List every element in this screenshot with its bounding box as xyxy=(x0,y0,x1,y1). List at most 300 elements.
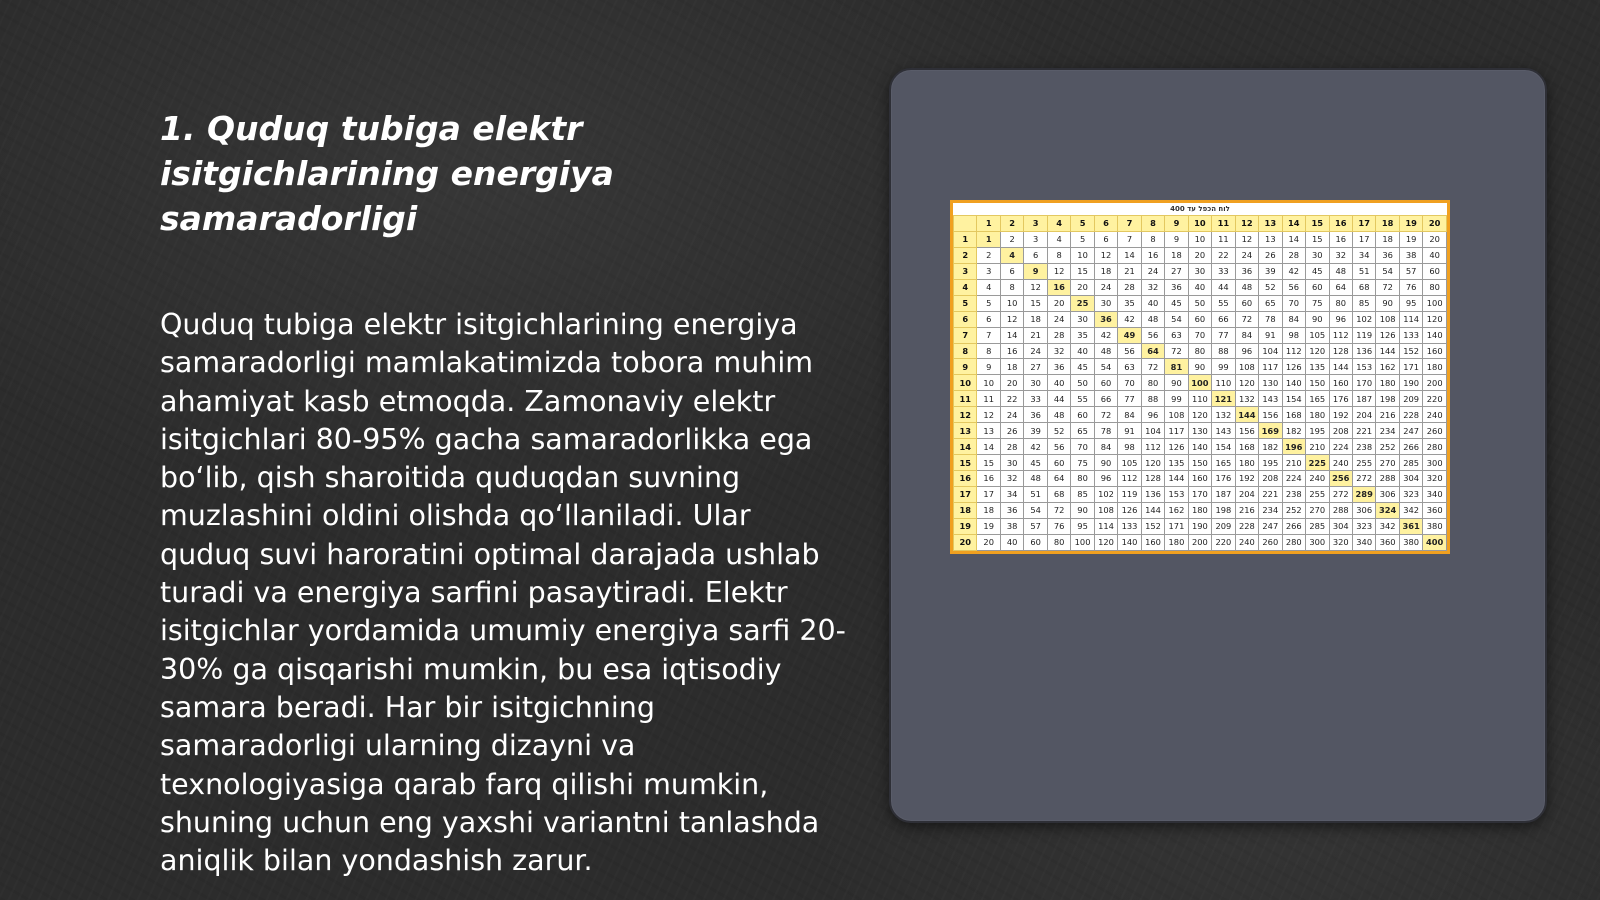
product-cell: 200 xyxy=(1423,375,1447,391)
product-cell: 17 xyxy=(1352,231,1375,247)
table-row xyxy=(954,534,1447,550)
product-cell: 11 xyxy=(977,391,1000,407)
product-cell: 10 xyxy=(977,375,1000,391)
table-row xyxy=(954,327,1447,343)
product-cell: 34 xyxy=(1000,486,1023,502)
product-cell: 14 xyxy=(1282,231,1305,247)
product-cell: 170 xyxy=(1352,375,1375,391)
product-cell: 55 xyxy=(1071,391,1094,407)
table-row xyxy=(954,407,1447,423)
product-cell: 135 xyxy=(1165,455,1188,471)
product-cell: 135 xyxy=(1306,359,1329,375)
product-cell: 16 xyxy=(1000,343,1023,359)
product-cell: 38 xyxy=(1000,518,1023,534)
product-cell: 44 xyxy=(1047,391,1070,407)
product-cell: 98 xyxy=(1282,327,1305,343)
product-cell: 190 xyxy=(1188,518,1211,534)
product-cell: 126 xyxy=(1376,327,1399,343)
product-cell: 28 xyxy=(1118,279,1141,295)
product-cell: 42 xyxy=(1024,439,1047,455)
product-cell: 27 xyxy=(1165,263,1188,279)
diagonal-square-cell: 144 xyxy=(1235,407,1258,423)
product-cell: 168 xyxy=(1235,439,1258,455)
product-cell: 32 xyxy=(1000,471,1023,487)
product-cell: 144 xyxy=(1376,343,1399,359)
diagonal-square-cell: 100 xyxy=(1188,375,1211,391)
product-cell: 38 xyxy=(1399,247,1422,263)
product-cell: 28 xyxy=(1047,327,1070,343)
product-cell: 11 xyxy=(1212,231,1235,247)
product-cell: 18 xyxy=(1024,311,1047,327)
column-header-cell: 7 xyxy=(1118,216,1141,232)
product-cell: 160 xyxy=(1141,534,1164,550)
product-cell: 126 xyxy=(1118,502,1141,518)
table-row xyxy=(954,439,1447,455)
product-cell: 228 xyxy=(1399,407,1422,423)
product-cell: 76 xyxy=(1399,279,1422,295)
product-cell: 76 xyxy=(1047,518,1070,534)
product-cell: 108 xyxy=(1235,359,1258,375)
product-cell: 84 xyxy=(1094,439,1117,455)
product-cell: 104 xyxy=(1141,423,1164,439)
product-cell: 40 xyxy=(1047,375,1070,391)
product-cell: 238 xyxy=(1352,439,1375,455)
product-cell: 45 xyxy=(1024,455,1047,471)
row-header-cell: 9 xyxy=(954,359,977,375)
product-cell: 24 xyxy=(1047,311,1070,327)
product-cell: 56 xyxy=(1141,327,1164,343)
product-cell: 152 xyxy=(1141,518,1164,534)
product-cell: 320 xyxy=(1423,471,1447,487)
product-cell: 64 xyxy=(1329,279,1352,295)
product-cell: 220 xyxy=(1423,391,1447,407)
product-cell: 156 xyxy=(1259,407,1282,423)
product-cell: 34 xyxy=(1352,247,1375,263)
row-header-cell: 1 xyxy=(954,231,977,247)
diagonal-square-cell: 361 xyxy=(1399,518,1422,534)
product-cell: 54 xyxy=(1094,359,1117,375)
product-cell: 88 xyxy=(1141,391,1164,407)
column-header-cell: 11 xyxy=(1212,216,1235,232)
product-cell: 17 xyxy=(977,486,1000,502)
product-cell: 54 xyxy=(1165,311,1188,327)
product-cell: 18 xyxy=(977,502,1000,518)
product-cell: 128 xyxy=(1141,471,1164,487)
product-cell: 209 xyxy=(1212,518,1235,534)
product-cell: 18 xyxy=(1376,231,1399,247)
product-cell: 98 xyxy=(1118,439,1141,455)
product-cell: 75 xyxy=(1306,295,1329,311)
row-header-cell: 10 xyxy=(954,375,977,391)
product-cell: 35 xyxy=(1118,295,1141,311)
diagonal-square-cell: 36 xyxy=(1094,311,1117,327)
product-cell: 180 xyxy=(1376,375,1399,391)
product-cell: 70 xyxy=(1188,327,1211,343)
row-header-cell: 2 xyxy=(954,247,977,263)
product-cell: 14 xyxy=(1118,247,1141,263)
product-cell: 342 xyxy=(1376,518,1399,534)
product-cell: 154 xyxy=(1212,439,1235,455)
product-cell: 20 xyxy=(1188,247,1211,263)
row-header-cell: 3 xyxy=(954,263,977,279)
product-cell: 33 xyxy=(1024,391,1047,407)
row-header-cell: 7 xyxy=(954,327,977,343)
product-cell: 48 xyxy=(1024,471,1047,487)
product-cell: 270 xyxy=(1376,455,1399,471)
table-row xyxy=(954,359,1447,375)
product-cell: 9 xyxy=(1165,231,1188,247)
product-cell: 119 xyxy=(1352,327,1375,343)
product-cell: 210 xyxy=(1306,439,1329,455)
product-cell: 72 xyxy=(1047,502,1070,518)
product-cell: 130 xyxy=(1259,375,1282,391)
product-cell: 8 xyxy=(1141,231,1164,247)
product-cell: 72 xyxy=(1376,279,1399,295)
product-cell: 285 xyxy=(1306,518,1329,534)
product-cell: 102 xyxy=(1352,311,1375,327)
product-cell: 42 xyxy=(1118,311,1141,327)
product-cell: 96 xyxy=(1141,407,1164,423)
product-cell: 70 xyxy=(1071,439,1094,455)
product-cell: 340 xyxy=(1352,534,1375,550)
product-cell: 306 xyxy=(1376,486,1399,502)
product-cell: 26 xyxy=(1259,247,1282,263)
table-row xyxy=(954,343,1447,359)
product-cell: 21 xyxy=(1024,327,1047,343)
product-cell: 234 xyxy=(1259,502,1282,518)
product-cell: 176 xyxy=(1212,471,1235,487)
product-cell: 84 xyxy=(1235,327,1258,343)
product-cell: 108 xyxy=(1376,311,1399,327)
column-header-cell: 8 xyxy=(1141,216,1164,232)
table-row xyxy=(954,486,1447,502)
product-cell: 154 xyxy=(1282,391,1305,407)
product-cell: 24 xyxy=(1235,247,1258,263)
diagonal-square-cell: 64 xyxy=(1141,343,1164,359)
product-cell: 90 xyxy=(1306,311,1329,327)
product-cell: 260 xyxy=(1259,534,1282,550)
product-cell: 234 xyxy=(1376,423,1399,439)
product-cell: 6 xyxy=(977,311,1000,327)
product-cell: 120 xyxy=(1306,343,1329,359)
product-cell: 247 xyxy=(1259,518,1282,534)
product-cell: 52 xyxy=(1047,423,1070,439)
product-cell: 15 xyxy=(1024,295,1047,311)
product-cell: 96 xyxy=(1235,343,1258,359)
product-cell: 120 xyxy=(1141,455,1164,471)
product-cell: 42 xyxy=(1094,327,1117,343)
product-cell: 150 xyxy=(1188,455,1211,471)
row-header-cell: 12 xyxy=(954,407,977,423)
product-cell: 153 xyxy=(1352,359,1375,375)
column-header-cell: 12 xyxy=(1235,216,1258,232)
product-cell: 91 xyxy=(1118,423,1141,439)
product-cell: 160 xyxy=(1188,471,1211,487)
product-cell: 221 xyxy=(1259,486,1282,502)
product-cell: 208 xyxy=(1329,423,1352,439)
table-corner-cell xyxy=(954,216,977,232)
product-cell: 18 xyxy=(1000,359,1023,375)
product-cell: 91 xyxy=(1259,327,1282,343)
product-cell: 170 xyxy=(1188,486,1211,502)
diagonal-square-cell: 9 xyxy=(1024,263,1047,279)
product-cell: 133 xyxy=(1118,518,1141,534)
product-cell: 165 xyxy=(1306,391,1329,407)
product-cell: 187 xyxy=(1352,391,1375,407)
product-cell: 48 xyxy=(1047,407,1070,423)
product-cell: 32 xyxy=(1047,343,1070,359)
product-cell: 208 xyxy=(1259,471,1282,487)
product-cell: 70 xyxy=(1282,295,1305,311)
product-cell: 99 xyxy=(1212,359,1235,375)
product-cell: 9 xyxy=(977,359,1000,375)
product-cell: 132 xyxy=(1212,407,1235,423)
column-header-cell: 1 xyxy=(977,216,1000,232)
product-cell: 15 xyxy=(977,455,1000,471)
product-cell: 84 xyxy=(1282,311,1305,327)
product-cell: 10 xyxy=(1000,295,1023,311)
product-cell: 13 xyxy=(1259,231,1282,247)
product-cell: 14 xyxy=(1000,327,1023,343)
diagonal-square-cell: 196 xyxy=(1282,439,1305,455)
product-cell: 120 xyxy=(1235,375,1258,391)
product-cell: 110 xyxy=(1212,375,1235,391)
column-header-cell: 6 xyxy=(1094,216,1117,232)
product-cell: 30 xyxy=(1188,263,1211,279)
product-cell: 100 xyxy=(1071,534,1094,550)
product-cell: 128 xyxy=(1329,343,1352,359)
product-cell: 195 xyxy=(1259,455,1282,471)
product-cell: 240 xyxy=(1423,407,1447,423)
table-row xyxy=(954,518,1447,534)
table-row xyxy=(954,455,1447,471)
product-cell: 300 xyxy=(1306,534,1329,550)
product-cell: 280 xyxy=(1423,439,1447,455)
product-cell: 51 xyxy=(1024,486,1047,502)
product-cell: 152 xyxy=(1399,343,1422,359)
product-cell: 266 xyxy=(1399,439,1422,455)
product-cell: 68 xyxy=(1352,279,1375,295)
product-cell: 48 xyxy=(1141,311,1164,327)
product-cell: 56 xyxy=(1282,279,1305,295)
product-cell: 340 xyxy=(1423,486,1447,502)
product-cell: 136 xyxy=(1141,486,1164,502)
product-cell: 176 xyxy=(1329,391,1352,407)
product-cell: 260 xyxy=(1423,423,1447,439)
product-cell: 192 xyxy=(1329,407,1352,423)
row-header-cell: 6 xyxy=(954,311,977,327)
table-row xyxy=(954,502,1447,518)
product-cell: 8 xyxy=(1047,247,1070,263)
product-cell: 114 xyxy=(1399,311,1422,327)
row-header-cell: 15 xyxy=(954,455,977,471)
table-row xyxy=(954,423,1447,439)
product-cell: 78 xyxy=(1094,423,1117,439)
product-cell: 8 xyxy=(977,343,1000,359)
product-cell: 252 xyxy=(1376,439,1399,455)
product-cell: 80 xyxy=(1423,279,1447,295)
product-cell: 85 xyxy=(1352,295,1375,311)
product-cell: 252 xyxy=(1282,502,1305,518)
product-cell: 88 xyxy=(1212,343,1235,359)
product-cell: 136 xyxy=(1352,343,1375,359)
product-cell: 270 xyxy=(1306,502,1329,518)
product-cell: 216 xyxy=(1376,407,1399,423)
diagonal-square-cell: 4 xyxy=(1000,247,1023,263)
product-cell: 216 xyxy=(1235,502,1258,518)
table-row xyxy=(954,391,1447,407)
product-cell: 39 xyxy=(1024,423,1047,439)
product-cell: 380 xyxy=(1423,518,1447,534)
product-cell: 72 xyxy=(1141,359,1164,375)
product-cell: 36 xyxy=(1165,279,1188,295)
table-row xyxy=(954,279,1447,295)
product-cell: 90 xyxy=(1165,375,1188,391)
product-cell: 90 xyxy=(1094,455,1117,471)
column-header-cell: 20 xyxy=(1423,216,1447,232)
product-cell: 20 xyxy=(977,534,1000,550)
product-cell: 14 xyxy=(977,439,1000,455)
product-cell: 12 xyxy=(1000,311,1023,327)
product-cell: 28 xyxy=(1000,439,1023,455)
row-header-cell: 5 xyxy=(954,295,977,311)
product-cell: 20 xyxy=(1071,279,1094,295)
column-header-cell: 14 xyxy=(1282,216,1305,232)
column-header-cell: 16 xyxy=(1329,216,1352,232)
product-cell: 35 xyxy=(1071,327,1094,343)
product-cell: 36 xyxy=(1047,359,1070,375)
product-cell: 285 xyxy=(1399,455,1422,471)
table-row xyxy=(954,247,1447,263)
product-cell: 7 xyxy=(977,327,1000,343)
product-cell: 45 xyxy=(1165,295,1188,311)
product-cell: 5 xyxy=(977,295,1000,311)
product-cell: 300 xyxy=(1423,455,1447,471)
product-cell: 16 xyxy=(1329,231,1352,247)
product-cell: 360 xyxy=(1423,502,1447,518)
product-cell: 16 xyxy=(977,471,1000,487)
product-cell: 13 xyxy=(977,423,1000,439)
product-cell: 110 xyxy=(1188,391,1211,407)
diagonal-square-cell: 256 xyxy=(1329,471,1352,487)
table-row xyxy=(954,311,1447,327)
product-cell: 63 xyxy=(1165,327,1188,343)
product-cell: 160 xyxy=(1423,343,1447,359)
product-cell: 30 xyxy=(1024,375,1047,391)
product-cell: 162 xyxy=(1376,359,1399,375)
product-cell: 360 xyxy=(1376,534,1399,550)
product-cell: 108 xyxy=(1094,502,1117,518)
product-cell: 6 xyxy=(1094,231,1117,247)
diagonal-square-cell: 121 xyxy=(1212,391,1235,407)
multiplication-table xyxy=(953,215,1447,551)
slide-body-text: Quduq tubiga elektr isitgichlarining energiya samaradorligi mamlakatimizda tobora muhim ahamiyat kasb etmoqda. Zamonaviy elektr isitgichlari 80-95% gacha samaradorlikka ega bo‘lib, qish sharoitida quduqdan suvning muzlashini oldini olishda qo‘llaniladi. Ular quduq suvi haroratini optimal darajada ushlab turadi va energiya sarfini pasaytiradi. Elektr isitgichlar yordamida umumiy energiya sarfi 20-30% ga qisqarishi mumkin, bu esa iqtisodiy samara beradi. Har bir isitgichning samaradorligi ularning dizayni va texnologiyasiga qarab farq qilishi mumkin, shuning uchun eng yaxshi variantni tanlashda aniqlik bilan yondashish zarur. xyxy=(160,308,846,878)
product-cell: 24 xyxy=(1024,343,1047,359)
product-cell: 7 xyxy=(1118,231,1141,247)
product-cell: 323 xyxy=(1352,518,1375,534)
product-cell: 180 xyxy=(1423,359,1447,375)
product-cell: 51 xyxy=(1352,263,1375,279)
product-cell: 3 xyxy=(1024,231,1047,247)
product-cell: 180 xyxy=(1188,502,1211,518)
product-cell: 96 xyxy=(1094,471,1117,487)
product-cell: 65 xyxy=(1071,423,1094,439)
product-cell: 105 xyxy=(1118,455,1141,471)
product-cell: 80 xyxy=(1047,534,1070,550)
product-cell: 168 xyxy=(1282,407,1305,423)
product-cell: 24 xyxy=(1000,407,1023,423)
product-cell: 66 xyxy=(1212,311,1235,327)
product-cell: 66 xyxy=(1094,391,1117,407)
product-cell: 60 xyxy=(1024,534,1047,550)
product-cell: 30 xyxy=(1306,247,1329,263)
product-cell: 3 xyxy=(977,263,1000,279)
product-cell: 119 xyxy=(1118,486,1141,502)
product-cell: 30 xyxy=(1094,295,1117,311)
product-cell: 85 xyxy=(1071,486,1094,502)
product-cell: 150 xyxy=(1306,375,1329,391)
product-cell: 90 xyxy=(1071,502,1094,518)
product-cell: 45 xyxy=(1071,359,1094,375)
row-header-cell: 20 xyxy=(954,534,977,550)
diagonal-square-cell: 49 xyxy=(1118,327,1141,343)
diagonal-square-cell: 225 xyxy=(1306,455,1329,471)
product-cell: 22 xyxy=(1212,247,1235,263)
product-cell: 112 xyxy=(1118,471,1141,487)
product-cell: 108 xyxy=(1165,407,1188,423)
product-cell: 32 xyxy=(1141,279,1164,295)
product-cell: 220 xyxy=(1212,534,1235,550)
product-cell: 21 xyxy=(1118,263,1141,279)
row-header-cell: 4 xyxy=(954,279,977,295)
product-cell: 182 xyxy=(1259,439,1282,455)
product-cell: 224 xyxy=(1282,471,1305,487)
product-cell: 39 xyxy=(1259,263,1282,279)
product-cell: 28 xyxy=(1282,247,1305,263)
product-cell: 2 xyxy=(1000,231,1023,247)
product-cell: 50 xyxy=(1188,295,1211,311)
product-cell: 48 xyxy=(1235,279,1258,295)
product-cell: 342 xyxy=(1399,502,1422,518)
product-cell: 272 xyxy=(1329,486,1352,502)
product-cell: 30 xyxy=(1000,455,1023,471)
product-cell: 200 xyxy=(1188,534,1211,550)
product-cell: 60 xyxy=(1306,279,1329,295)
diagonal-square-cell: 169 xyxy=(1259,423,1282,439)
row-header-cell: 16 xyxy=(954,471,977,487)
row-header-cell: 17 xyxy=(954,486,977,502)
column-header-cell: 5 xyxy=(1071,216,1094,232)
product-cell: 60 xyxy=(1071,407,1094,423)
product-cell: 209 xyxy=(1399,391,1422,407)
product-cell: 204 xyxy=(1235,486,1258,502)
product-cell: 15 xyxy=(1071,263,1094,279)
product-cell: 6 xyxy=(1024,247,1047,263)
product-cell: 255 xyxy=(1352,455,1375,471)
product-cell: 95 xyxy=(1071,518,1094,534)
column-header-cell: 13 xyxy=(1259,216,1282,232)
row-header-cell: 14 xyxy=(954,439,977,455)
product-cell: 36 xyxy=(1024,407,1047,423)
column-header-cell: 18 xyxy=(1376,216,1399,232)
product-cell: 50 xyxy=(1071,375,1094,391)
product-cell: 100 xyxy=(1423,295,1447,311)
product-cell: 64 xyxy=(1047,471,1070,487)
product-cell: 24 xyxy=(1141,263,1164,279)
product-cell: 80 xyxy=(1329,295,1352,311)
product-cell: 10 xyxy=(1188,231,1211,247)
product-cell: 32 xyxy=(1329,247,1352,263)
